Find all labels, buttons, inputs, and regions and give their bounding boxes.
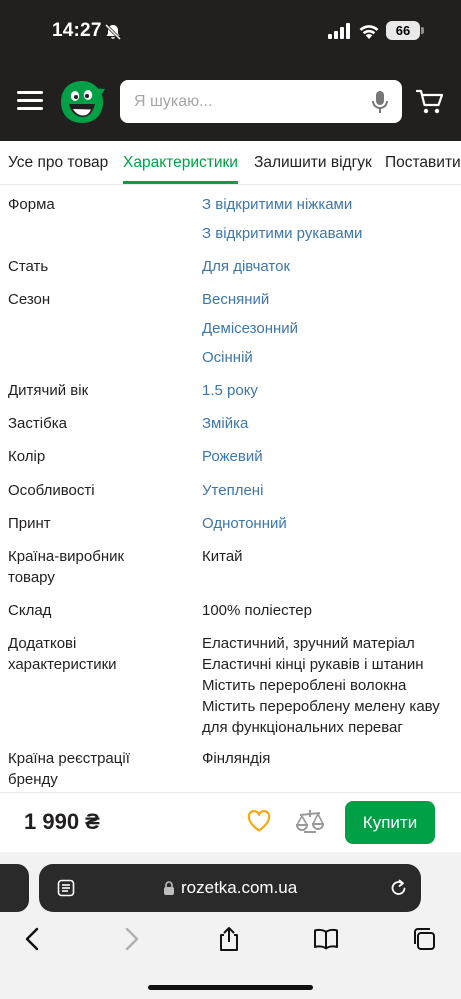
cellular-signal-icon (328, 23, 350, 39)
back-arrow-icon[interactable] (20, 926, 46, 952)
spec-value-link[interactable]: Для дівчаток (202, 258, 291, 275)
tab-all-about-product[interactable]: Усе про товар (8, 154, 109, 171)
compare-scales-icon[interactable] (296, 807, 324, 835)
spec-value-link[interactable]: Весняний (202, 291, 270, 308)
spec-label: Форма (8, 196, 55, 213)
hamburger-menu-icon[interactable] (17, 91, 43, 111)
spec-label: Додаткові (8, 635, 77, 652)
spec-label: Сезон (8, 291, 51, 308)
search-field[interactable] (120, 80, 402, 123)
address-bar[interactable] (39, 864, 421, 912)
spec-label: Принт (8, 515, 51, 532)
status-bar (0, 0, 461, 62)
tabs-overview-icon[interactable] (411, 926, 437, 952)
spec-value: 100% поліестер (202, 602, 312, 619)
spec-value: Містить перероблені волокна (202, 677, 407, 694)
cart-icon[interactable] (416, 89, 444, 115)
product-price: 1 990 ₴ (24, 809, 100, 834)
microphone-icon[interactable] (370, 90, 390, 114)
spec-value: Еластичні кінці рукавів і штанин (202, 656, 424, 673)
tab-leave-review[interactable]: Залишити відгук (254, 154, 372, 171)
tab-ask-question[interactable]: Поставити (385, 154, 461, 171)
spec-label: бренду (8, 771, 58, 788)
rozetka-logo-icon[interactable] (59, 79, 105, 125)
forward-arrow-icon[interactable] (118, 926, 144, 952)
active-tab-indicator (123, 181, 238, 184)
tab-characteristics[interactable]: Характеристики (123, 154, 238, 171)
spec-label: Колір (8, 448, 46, 465)
spec-value-link[interactable]: З відкритими ніжками (202, 196, 353, 213)
battery-indicator: 66 (386, 21, 420, 40)
spec-value-link[interactable]: Змійка (202, 415, 249, 432)
spec-value-link[interactable]: З відкритими рукавами (202, 225, 363, 242)
spec-value-link[interactable]: Однотонний (202, 515, 287, 532)
share-icon[interactable] (216, 926, 242, 952)
buy-bar (0, 792, 461, 852)
spec-value-link[interactable]: 1.5 року (202, 382, 258, 399)
spec-value-link[interactable]: Утеплені (202, 482, 264, 499)
spec-label: характеристики (8, 656, 117, 673)
spec-label: Країна реєстрації (8, 750, 130, 767)
spec-value-link[interactable]: Осінній (202, 349, 253, 366)
spec-value: Еластичний, зручний матеріал (202, 635, 415, 652)
spec-label: Особливості (8, 482, 95, 499)
search-placeholder: Я шукаю... (134, 93, 213, 110)
home-indicator (148, 985, 313, 990)
buy-button[interactable]: Купити (345, 801, 435, 844)
lock-icon (163, 880, 175, 896)
spec-label: товару (8, 569, 55, 586)
spec-label: Країна-виробник (8, 548, 125, 565)
spec-value: Містить перероблену мелену каву (202, 698, 440, 715)
characteristics-list (0, 186, 461, 791)
spec-value: Фінляндія (202, 750, 271, 767)
spec-value-link[interactable]: Демісезонний (202, 320, 299, 337)
product-tabs (0, 141, 461, 185)
spec-value-link[interactable]: Рожевий (202, 448, 263, 465)
battery-nub (421, 27, 424, 34)
spec-value: Китай (202, 548, 243, 565)
app-header (0, 62, 461, 141)
url-text: rozetka.com.ua (181, 878, 298, 897)
wifi-icon (358, 22, 380, 39)
spec-label: Застібка (8, 415, 67, 432)
previous-tab-preview[interactable] (0, 864, 29, 912)
status-time: 14:27 (52, 20, 102, 41)
bookmarks-book-icon[interactable] (313, 926, 339, 952)
reload-icon[interactable] (389, 878, 408, 898)
bell-muted-icon (104, 24, 122, 40)
spec-label: Дитячий вік (8, 382, 89, 399)
spec-label: Склад (8, 602, 52, 619)
safari-toolbar (0, 852, 461, 999)
reader-page-icon[interactable] (57, 879, 75, 897)
heart-icon[interactable] (247, 810, 271, 832)
spec-label: Стать (8, 258, 49, 275)
spec-value: для функціональних переваг (202, 719, 403, 736)
